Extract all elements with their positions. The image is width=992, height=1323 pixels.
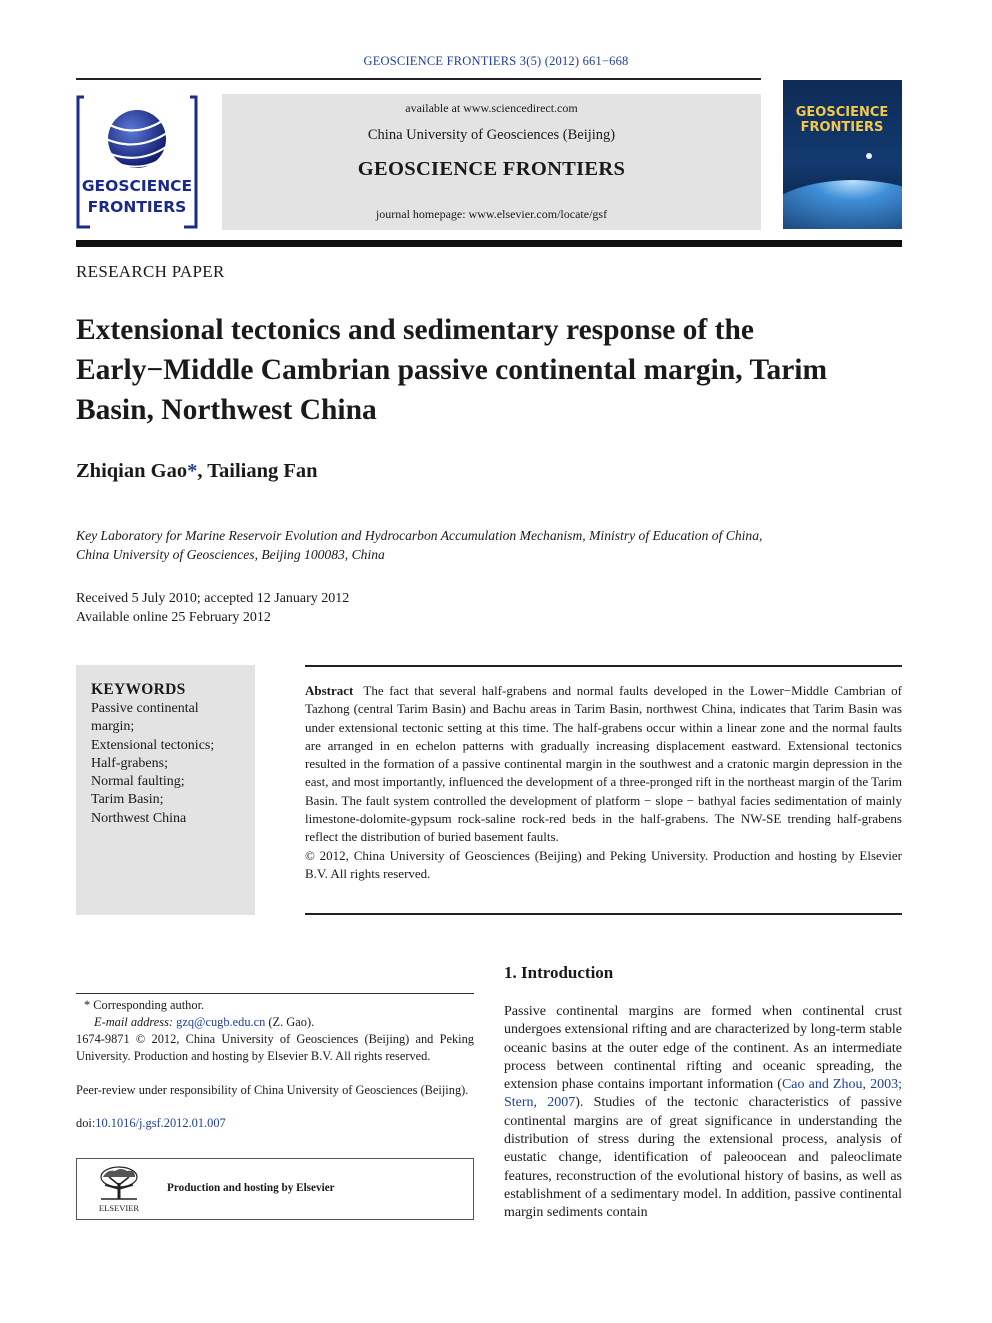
abstract — [305, 682, 902, 883]
sciencedirect-line[interactable]: available at www.sciencedirect.com — [405, 101, 578, 115]
homepage-line[interactable]: journal homepage: www.elsevier.com/locate/gsf — [375, 207, 608, 221]
issn-note: 1674-9871 © 2012, China University of Geosciences (Beijing) and Peking University. Production and hosting by Elsevier B.V. All rights reserved. — [76, 1032, 474, 1063]
affiliation-line: China University of Geosciences, Beijing 100083, China — [76, 546, 385, 562]
logo-text-1: GEOSCIENCE — [81, 177, 193, 195]
keyword-item: Half-grabens; — [91, 755, 168, 771]
citation-link[interactable]: Cao and Zhou, 2003; Stern, 2007 — [504, 1077, 902, 1111]
cover-title-1: GEOSCIENCE — [795, 105, 889, 120]
article-title: Extensional tectonics and sedimentary response of the Early−Middle Cambrian passive continental margin, Tarim Basin, Northwest China — [76, 314, 828, 426]
affiliation — [76, 527, 906, 564]
journal-name: GEOSCIENCE FRONTIERS — [357, 158, 626, 180]
elsevier-caption: Production and hosting by Elsevier — [167, 1182, 335, 1194]
online-date: Available online 25 February 2012 — [76, 609, 271, 625]
header-thick-rule — [76, 240, 902, 247]
keyword-item: Northwest China — [91, 810, 187, 826]
elsevier-tree-icon — [95, 1165, 143, 1213]
elsevier-logo-text: ELSEVIER — [98, 1203, 140, 1213]
keyword-item: margin; — [91, 719, 135, 735]
section-heading: 1. Introduction — [504, 963, 614, 982]
journal-logo — [76, 95, 198, 229]
affiliation-line: Key Laboratory for Marine Reservoir Evolution and Hydrocarbon Accumulation Mechanism, Ministry of Education of China, — [76, 528, 763, 543]
doi-label: doi: — [76, 1116, 96, 1130]
author-name[interactable]: Zhiqian Gao — [76, 460, 188, 482]
cover-title-2: FRONTIERS — [800, 120, 884, 135]
intro-text-2: ). Studies of the tectonic characteristics of passive continental margins are of great significance in understanding the distribution of stress during the extensional process, analysis of eustatic change, identification of paleoocean and paleoclimate features, reconstruction of the evolutional history of basins, as well as establishment of a sedimentary model. In addition, passive continental margin sediments contain — [504, 1095, 902, 1221]
doi-line — [76, 1115, 474, 1132]
peer-review-note: Peer-review under responsibility of China University of Geosciences (Beijing). — [76, 1083, 469, 1097]
header-rule — [76, 78, 761, 80]
keywords-list — [91, 700, 251, 828]
corresponding-note: * Corresponding author. — [84, 998, 205, 1012]
email-note — [76, 1014, 474, 1031]
journal-cover-image — [783, 80, 902, 229]
keyword-item: Passive continental — [91, 701, 199, 716]
globe-logo-icon — [76, 95, 198, 229]
abstract-copyright: © 2012, China University of Geosciences (Beijing) and Peking University. Production and hosting by Elsevier B.V. All rights reserved. — [305, 847, 902, 881]
author-name-2[interactable]: , Tailiang Fan — [197, 460, 318, 482]
institution-line: China University of Geosciences (Beijing) — [367, 127, 616, 143]
abstract-rule-bottom — [305, 913, 902, 915]
abstract-rule-top — [305, 665, 902, 667]
introduction-text — [504, 1003, 902, 1223]
author-list — [76, 460, 318, 483]
intro-text-1: Passive continental margins are formed when continental crust undergoes extensional rifting and are characterized by long-term stable oceanic basins at the outer edge of the continent. As an intermediate process between continental rifting and oceanic spreading, the extension phase contains important information ( — [504, 1004, 902, 1093]
abstract-label: Abstract — [305, 683, 354, 698]
received-date: Received 5 July 2010; accepted 12 January 2012 — [76, 591, 350, 606]
keyword-item: Normal faulting; — [91, 774, 185, 790]
article-type: RESEARCH PAPER — [76, 262, 225, 281]
keyword-item: Tarim Basin; — [91, 792, 164, 808]
keywords-heading: KEYWORDS — [91, 681, 186, 698]
journal-header-box — [222, 94, 761, 230]
abstract-text: The fact that several half-grabens and normal faults developed in the Lower−Middle Cambrian of Tazhong (central Tarim Basin) and Bachu areas in Tarim Basin, northwest China, indicates that Tarim Basin was under extensional tectonic setting at this time. The half-grabens occur within a linear zone and the normal faults are arranged in en echelon patterns with gradually increasing displacement eastward. Extensional tectonics resulted in the formation of a passive continental margin in the southwest and a cratonic margin depression in the east, and most importantly, influenced the development of a three-pronged rift in the northeast margin of the Tarim Basin. The fault system controlled the development of platform − slope − bathyal facies sedimentation of mainly limestone-dolomite-gypsum rock-saline rock-red beds in the half-grabens. The NW-SE trending half-grabens reflect the distribution of buried basement faults. — [305, 683, 902, 845]
elsevier-box — [76, 1158, 474, 1220]
article-dates — [76, 590, 349, 627]
footnote-rule — [76, 993, 474, 994]
email-label: E-mail address: — [94, 1015, 177, 1029]
journal-reference: GEOSCIENCE FRONTIERS 3(5) (2012) 661−668 — [363, 54, 629, 68]
logo-text-2: FRONTIERS — [87, 198, 187, 216]
email-suffix: (Z. Gao). — [265, 1015, 315, 1029]
keywords-box — [76, 665, 255, 915]
keyword-item: Extensional tectonics; — [91, 737, 215, 753]
corresponding-author-marker[interactable]: * — [187, 460, 198, 482]
doi-link[interactable]: 10.1016/j.gsf.2012.01.007 — [95, 1116, 226, 1130]
email-link[interactable]: gzq@cugb.edu.cn — [176, 1015, 266, 1029]
